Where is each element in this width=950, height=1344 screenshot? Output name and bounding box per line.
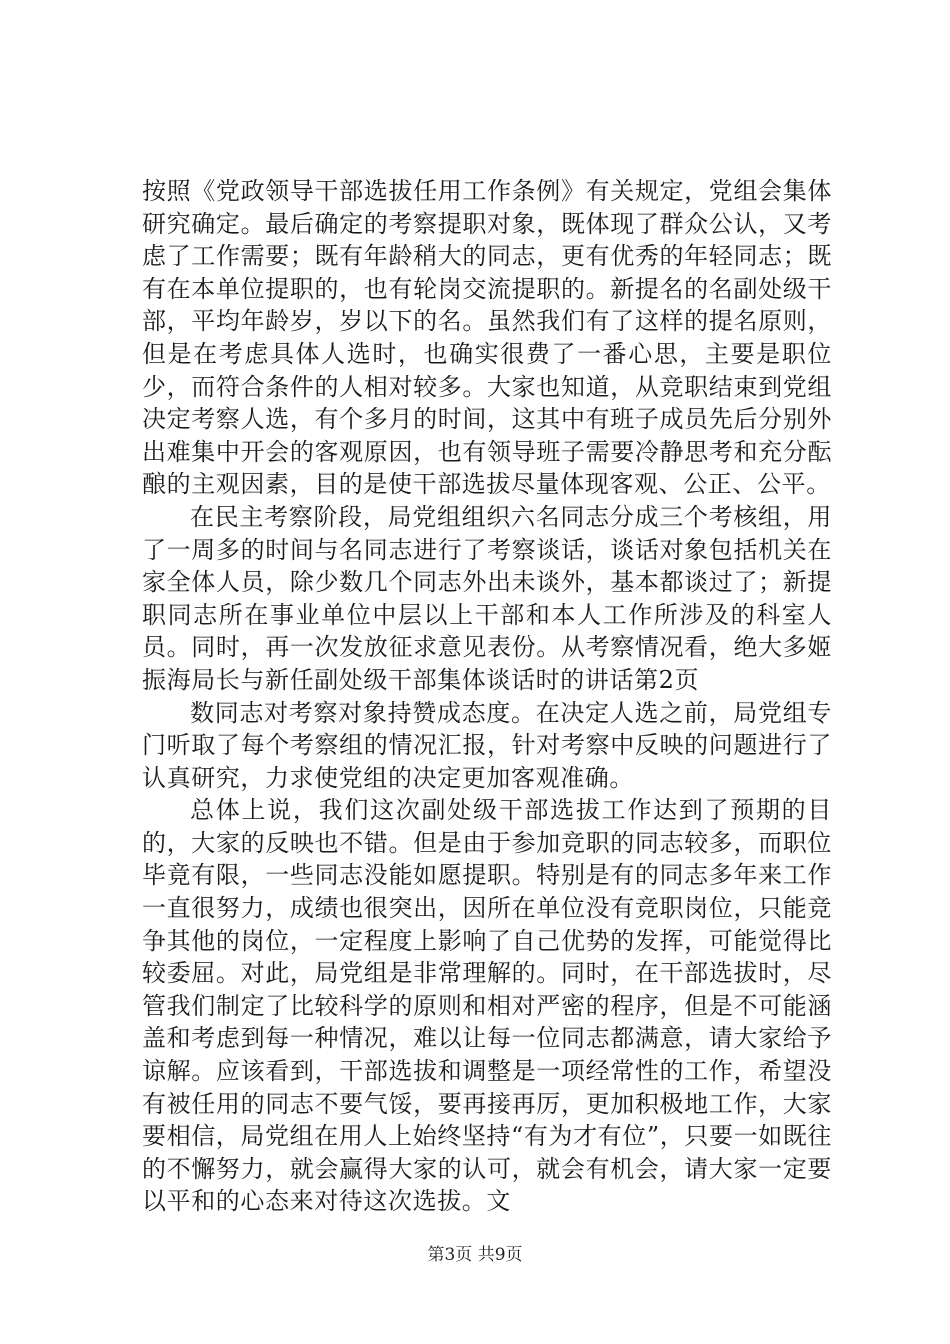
page-number-footer: 第3页 共9页 (427, 1245, 523, 1265)
paragraph-3: 数同志对考察对象持赞成态度。在决定人选之前，局党组专门听取了每个考察组的情况汇报，针对考察中反映的问题进行了认真研究，力求使党组的决定更加客观准确。 (142, 698, 832, 792)
paragraph-2: 在民主考察阶段，局党组组织六名同志分成三个考核组，用了一周多的时间与名同志进行了考察谈话，谈话对象包括机关在家全体人员，除少数几个同志外出未谈外，基本都谈过了；新提职同志所在事业单位中层以上干部和本人工作所涉及的科室人员。同时，再一次发放征求意见表份。从考察情况看，绝大多姬振海局长与新任副处级干部集体谈话时的讲话第2页 (142, 502, 832, 694)
document-body (142, 175, 832, 1218)
paragraph-1: 按照《党政领导干部选拔任用工作条例》有关规定，党组会集体研究确定。最后确定的考察提职对象，既体现了群众公认，又考虑了工作需要；既有年龄稍大的同志，更有优秀的年轻同志；既有在本单位提职的，也有轮岗交流提职的。新提名的名副处级干部，平均年龄岁，岁以下的名。虽然我们有了这样的提名原则，但是在考虑具体人选时，也确实很费了一番心思，主要是职位少，而符合条件的人相对较多。大家也知道，从竞职结束到党组决定考察人选，有个多月的时间，这其中有班子成员先后分别外出难集中开会的客观原因，也有领导班子需要冷静思考和充分酝酿的主观因素，目的是使干部选拔尽量体现客观、公正、公平。 (142, 177, 832, 499)
paragraph-4: 总体上说，我们这次副处级干部选拔工作达到了预期的目的，大家的反映也不错。但是由于参加竞职的同志较多，而职位毕竟有限，一些同志没能如愿提职。特别是有的同志多年来工作一直很努力，成绩也很突出，因所在单位没有竞职岗位，只能竞争其他的岗位，一定程度上影响了自己优势的发挥，可能觉得比较委屈。对此，局党组是非常理解的。同时，在干部选拔时，尽管我们制定了比较科学的原则和相对严密的程序，但是不可能涵盖和考虑到每一种情况，难以让每一位同志都满意，请大家给予谅解。应该看到，干部选拔和调整是一项经常性的工作，希望没有被任用的同志不要气馁，要再接再厉，更加积极地工作，大家要相信，局党组在用人上始终坚持“有为才有位”，只要一如既往的不懈努力，就会赢得大家的认可，就会有机会，请大家一定要以平和的心态来对待这次选拔。文 (142, 796, 832, 1216)
